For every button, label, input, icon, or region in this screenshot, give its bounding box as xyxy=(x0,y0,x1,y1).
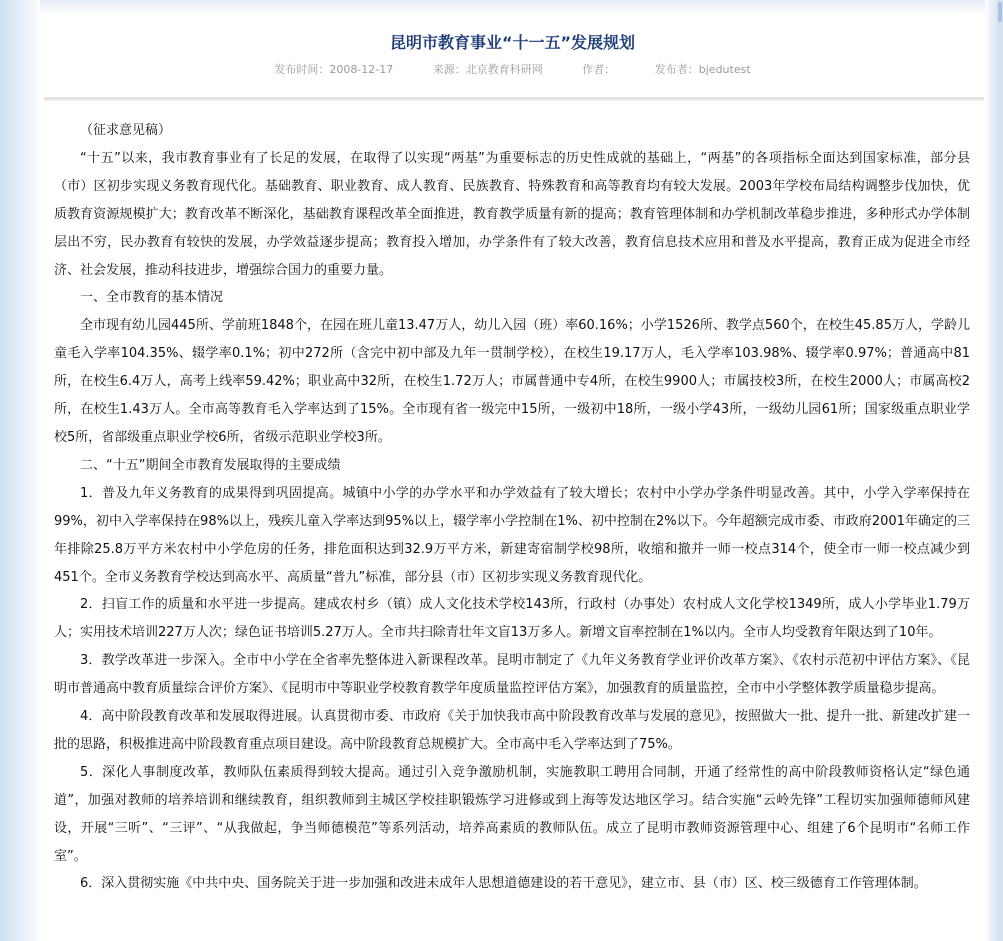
publish-time: 发布时间：2008-12-17 xyxy=(274,63,394,76)
paragraph: 全市现有幼儿园445所、学前班1848个，在园在班儿童13.47万人，幼儿入园（班）率60.16%；小学1526所、教学点560个，在校生45.85万人，学龄儿童毛入学率104.35%、辍学率0.1%；初中272所（含完中初中部及九年一贯制学校），在校生19.17万人，毛入学率103.98%、辍学率0.97%；普通高中81所，在校生6.4万人，高考上线率59.42%；职业高中32所，在校生1.72万人；市属普通中专4所，在校生9900人；市属技校3所，在校生2000人；市属高校2所，在校生1.43万人。全市高等教育毛入学率达到了15%。全市现有省一级完中15所，一级初中18所，一级小学43所，一级幼儿园61所；国家级重点职业学校5所，省部级重点职业学校6所，省级示范职业学校3所。 xyxy=(54,318,970,445)
scrollbar-thumb[interactable] xyxy=(998,2,1002,22)
author: 作者： xyxy=(582,63,616,76)
paragraph: 6．深入贯彻实施《中共中央、国务院关于进一步加强和改进未成年人思想道德建设的若干意见》，建立市、县（市）区、校三级德育工作管理体制。 xyxy=(80,876,927,892)
article-title: 昆明市教育事业“十一五”发展规划 xyxy=(389,33,636,52)
article-body xyxy=(54,117,970,898)
paragraph: 5．深化人事制度改革，教师队伍素质得到较大提高。通过引入竞争激励机制，实施教职工聘用合同制，开通了经常性的高中阶段教师资格认定“绿色通道”，加强对教师的培养培训和继续教育，组织教师到主城区学校挂职锻炼学习进修或到上海等发达地区学习。结合实施“云岭先锋”工程切实加强师德师风建设，开展“三听”、“三评”、“从我做起，争当师德模范”等系列活动，培养高素质的教师队伍。成立了昆明市教师资源管理中心、组建了6个昆明市“名师工作室”。 xyxy=(54,764,970,864)
source: 来源：北京教育科研网 xyxy=(432,63,543,76)
paragraph: “十五”以来，我市教育事业有了长足的发展，在取得了以实现“两基”为重要标志的历史性成就的基础上，“两基”的各项指标全面达到国家标准，部分县（市）区初步实现义务教育现代化。基础教育、职业教育、成人教育、民族教育、特殊教育和高等教育均有较大发展。2003年学校布局结构调整步伐加快，优质教育资源规模扩大；教育改革不断深化，基础教育课程改革全面推进，教育教学质量有新的提高；教育管理体制和办学机制改革稳步推进，多种形式办学体制层出不穷，民办教育有较快的发展，办学效益逐步提高；教育投入增加，办学条件有了较大改善，教育信息技术应用和普及水平提高，教育正成为促进全市经济、社会发展，推动科技进步，增强综合国力的重要力量。 xyxy=(54,150,970,278)
section-heading: 一、全市教育的基本情况 xyxy=(80,290,224,306)
top-strip xyxy=(40,0,985,14)
paragraph: 3．教学改革进一步深入。全市中小学在全省率先整体进入新课程改革。昆明市制定了《九年义务教育学业评价改革方案》、《农村示范初中评估方案》、《昆明市普通高中教育质量综合评价方案》、《昆明市中等职业学校教育教学年度质量监控评估方案》，加强教育的质量监控，全市中小学整体教学质量稳步提高。 xyxy=(54,653,970,697)
paragraph: 1．普及九年义务教育的成果得到巩固提高。城镇中小学的办学水平和办学效益有了较大增长；农村中小学办学条件明显改善。其中，小学入学率保持在99%，初中入学率保持在98%以上，残疾儿童入学率达到95%以上，辍学率小学控制在1%、初中控制在2%以下。今年超额完成市委、市政府2001年确定的三年排除25.8万平方米农村中小学危房的任务，排危面积达到32.9万平方米，新建寄宿制学校98所，收缩和撤并一师一校点314个，使全市一师一校点减少到451个。全市义务教育学校达到高水平、高质量“普九”标准，部分县（市）区初步实现义务教育现代化。 xyxy=(54,485,970,585)
vertical-scrollbar[interactable] xyxy=(997,0,1003,941)
header-divider xyxy=(44,97,984,101)
publisher: 发布者：bjedutest xyxy=(654,63,751,76)
paragraph-draft-note: （征求意见稿） xyxy=(80,123,172,138)
article-meta xyxy=(40,62,985,78)
section-heading: 二、“十五”期间全市教育发展取得的主要成绩 xyxy=(80,457,341,473)
paragraph: 2．扫盲工作的质量和水平进一步提高。建成农村乡（镇）成人文化技术学校143所，行政村（办事处）农村成人文化学校1349所，成人小学毕业1.79万人；实用技术培训227万人次；绿色证书培训5.27万人。全市共扫除青壮年文盲13万多人。新增文盲率控制在1%以内。全市人均受教育年限达到了10年。 xyxy=(54,597,970,641)
paragraph: 4．高中阶段教育改革和发展取得进展。认真贯彻市委、市政府《关于加快我市高中阶段教育改革与发展的意见》，按照做大一批、提升一批、新建改扩建一批的思路，积极推进高中阶段教育重点项目建设。高中阶段教育总规模扩大。全市高中毛入学率达到了75%。 xyxy=(54,709,970,752)
